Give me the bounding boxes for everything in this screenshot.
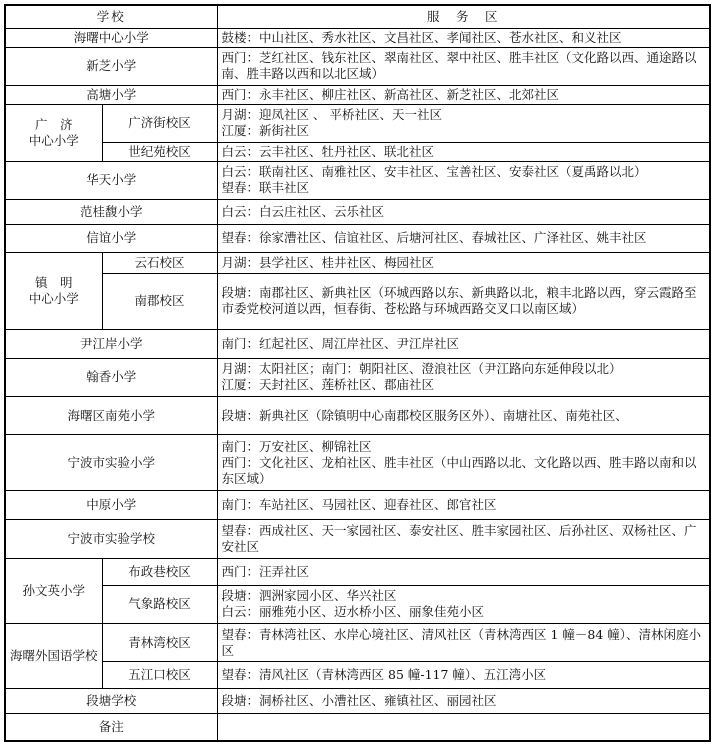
service-area-line: 白云：云丰社区、牡丹社区、联北社区 bbox=[221, 143, 435, 159]
table-row bbox=[5, 491, 710, 520]
table-row bbox=[5, 689, 710, 714]
service-area-line: 望春：清风社区（青林湾西区 85 幢-117 幢）、五江湾小区 bbox=[221, 667, 547, 683]
service-area-line: 鼓楼：中山社区、秀水社区、文昌社区、孝闻社区、苍水社区、和义社区 bbox=[221, 29, 622, 45]
header-school: 学校 bbox=[5, 5, 217, 29]
service-area bbox=[217, 161, 710, 199]
campus-name: 云石校区 bbox=[102, 252, 217, 273]
header-row bbox=[5, 5, 710, 29]
school-name: 华天小学 bbox=[5, 161, 217, 199]
service-area bbox=[217, 200, 710, 225]
school-name: 镇 明 中心小学 bbox=[5, 252, 102, 329]
service-area-line: 西门：文化社区、龙柏社区、胜丰社区（中山西路以北、文化路以西、胜丰路以南和以东区域） bbox=[221, 454, 697, 486]
school-name: 信谊小学 bbox=[5, 224, 217, 252]
service-area-line: 西门：汪弄社区 bbox=[221, 563, 310, 579]
school-name: 范桂馥小学 bbox=[5, 200, 217, 225]
table-row bbox=[5, 662, 710, 689]
service-area-line: 月湖：太阳社区；南门：朝阳社区、澄浪社区（尹江路向东延伸段以北） bbox=[221, 361, 622, 377]
school-name: 尹江岸小学 bbox=[5, 329, 217, 358]
service-area bbox=[217, 252, 710, 273]
school-name: 宁波市实验小学 bbox=[5, 435, 217, 491]
school-name: 高塘小学 bbox=[5, 86, 217, 105]
service-area bbox=[217, 143, 710, 162]
campus-name: 广济街校区 bbox=[102, 104, 217, 142]
campus-name: 气象路校区 bbox=[102, 585, 217, 623]
table-row bbox=[5, 29, 710, 48]
remarks-label: 备注 bbox=[5, 714, 217, 741]
table-row bbox=[5, 47, 710, 85]
service-area-line: 望春：西成社区、天一家园社区、泰安社区、胜丰家园社区、后孙社区、双杨社区、广安社区 bbox=[221, 523, 697, 555]
service-area bbox=[217, 104, 710, 142]
service-area bbox=[217, 47, 710, 85]
school-name: 中原小学 bbox=[5, 491, 217, 520]
school-name: 海曙中心小学 bbox=[5, 29, 217, 48]
table-row bbox=[5, 714, 710, 741]
table-row bbox=[5, 200, 710, 225]
service-area bbox=[217, 558, 710, 585]
service-area bbox=[217, 329, 710, 358]
service-area bbox=[217, 689, 710, 714]
service-area bbox=[217, 224, 710, 252]
school-name: 海曙外国语学校 bbox=[5, 624, 102, 689]
school-name: 段塘学校 bbox=[5, 689, 217, 714]
campus-name: 五江口校区 bbox=[102, 662, 217, 689]
service-area bbox=[217, 585, 710, 623]
remarks-value bbox=[217, 714, 710, 741]
service-area-line: 望春：联丰社区 bbox=[221, 180, 310, 196]
service-area-line: 南门：万安社区、柳锦社区 bbox=[221, 438, 372, 454]
service-area-line: 段塘：泗洲家园小区、华兴社区 bbox=[221, 588, 397, 604]
service-area bbox=[217, 624, 710, 662]
table-row bbox=[5, 329, 710, 358]
service-area-line: 望春：徐家漕社区、信谊社区、后塘河社区、春城社区、广泽社区、姚丰社区 bbox=[221, 230, 647, 246]
header-area: 服 务 区 bbox=[217, 5, 710, 29]
service-area bbox=[217, 397, 710, 435]
campus-name: 南郡校区 bbox=[102, 273, 217, 329]
service-area-line: 西门：芝红社区、钱东社区、翠南社区、翠中社区、胜丰社区（文化路以西、通途路以南、胜丰路以西和以北区域） bbox=[221, 50, 697, 82]
service-area-line: 段塘：南郡社区、新典社区（环城西路以东、新典路以北，粮丰北路以西，穿云霞路至市委党校河道以西，恒春街、苍松路与环城西路交叉口以南区域） bbox=[221, 285, 697, 317]
service-area bbox=[217, 491, 710, 520]
service-area-line: 南门：红起社区、周江岸社区、尹江岸社区 bbox=[221, 335, 460, 351]
table-row bbox=[5, 624, 710, 662]
service-area-line: 江厦：新街社区 bbox=[221, 123, 310, 139]
service-area bbox=[217, 29, 710, 48]
service-area-line: 月湖：迎凤社区 、 平桥社区、天一社区 bbox=[221, 107, 442, 123]
service-area bbox=[217, 86, 710, 105]
school-name: 孙文英小学 bbox=[5, 558, 102, 623]
table-row bbox=[5, 273, 710, 329]
service-area-line: 西门：永丰社区、柳庄社区、新高社区、新芝社区、北郊社区 bbox=[221, 86, 560, 102]
table-row bbox=[5, 104, 710, 142]
service-area bbox=[217, 435, 710, 491]
school-district-table bbox=[4, 4, 711, 742]
table-row bbox=[5, 143, 710, 162]
school-name: 新芝小学 bbox=[5, 47, 217, 85]
service-area-line: 段塘：新典社区（除镇明中心南郡校区服务区外）、南塘社区、南苑社区、 bbox=[221, 407, 628, 423]
service-area-line: 白云：丽雅苑小区、迈水桥小区、丽象佳苑小区 bbox=[221, 604, 485, 620]
table-row bbox=[5, 520, 710, 558]
service-area-line: 白云：白云庄社区、云乐社区 bbox=[221, 203, 385, 219]
service-area bbox=[217, 358, 710, 396]
school-name: 海曙区南苑小学 bbox=[5, 397, 217, 435]
school-name: 翰香小学 bbox=[5, 358, 217, 396]
service-area bbox=[217, 662, 710, 689]
school-name: 宁波市实验学校 bbox=[5, 520, 217, 558]
service-area bbox=[217, 520, 710, 558]
service-area-line: 段塘：洞桥社区、小漕社区、雍镇社区、丽园社区 bbox=[221, 693, 497, 709]
table-row bbox=[5, 558, 710, 585]
table-row bbox=[5, 224, 710, 252]
school-name: 广 济 中心小学 bbox=[5, 104, 102, 161]
table-row bbox=[5, 585, 710, 623]
service-area bbox=[217, 273, 710, 329]
service-area-line: 月湖：县学社区、桂井社区、梅园社区 bbox=[221, 254, 435, 270]
table-row bbox=[5, 86, 710, 105]
table-row bbox=[5, 252, 710, 273]
table-row bbox=[5, 397, 710, 435]
service-area-line: 南门：车站社区、马园社区、迎春社区、郎官社区 bbox=[221, 497, 497, 513]
table-row bbox=[5, 161, 710, 199]
service-area-line: 望春：青林湾社区、水岸心境社区、清风社区（青林湾西区 1 幢－84 幢）、清林闲庭小区 bbox=[221, 626, 702, 658]
table-row bbox=[5, 435, 710, 491]
campus-name: 青林湾校区 bbox=[102, 624, 217, 662]
campus-name: 布政巷校区 bbox=[102, 558, 217, 585]
service-area-line: 白云：联南社区、南雅社区、安丰社区、宝善社区、安泰社区（夏禹路以北） bbox=[221, 164, 647, 180]
campus-name: 世纪苑校区 bbox=[102, 143, 217, 162]
service-area-line: 江厦：天封社区、莲桥社区、郡庙社区 bbox=[221, 377, 435, 393]
table-row bbox=[5, 358, 710, 396]
